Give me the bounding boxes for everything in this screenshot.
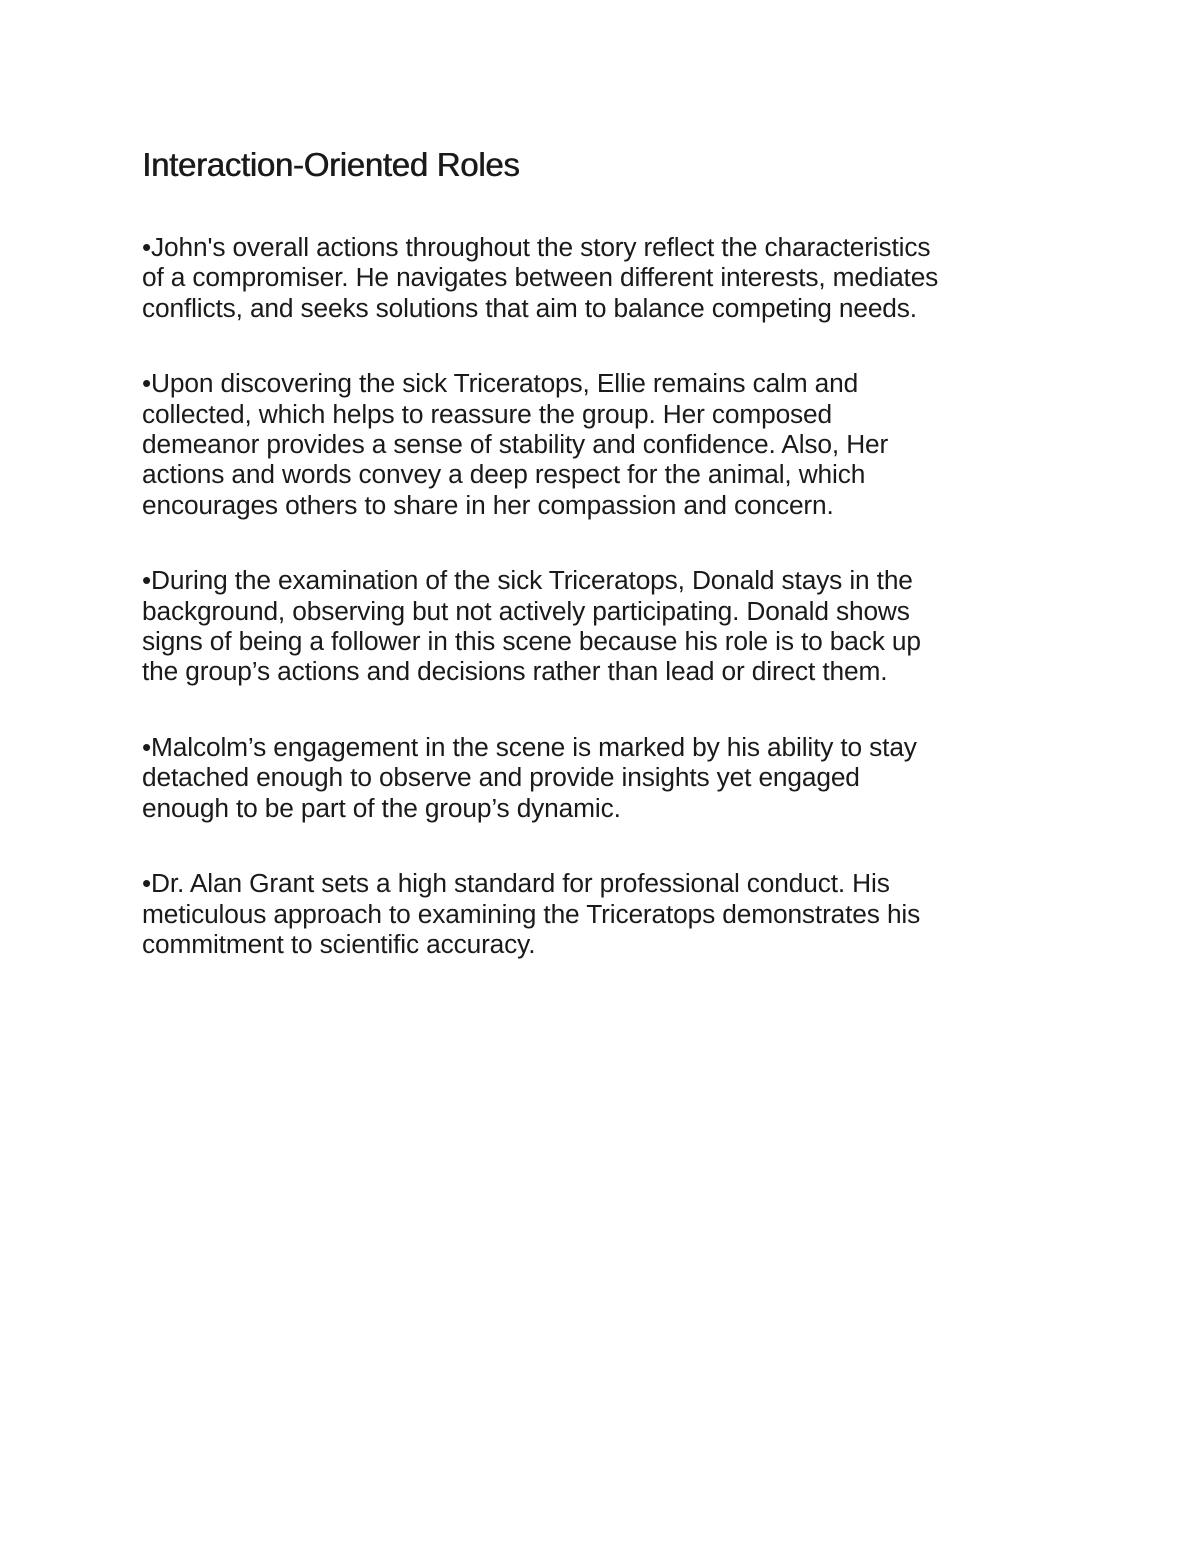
text-line: collected, which helps to reassure the group. Her composed <box>142 398 833 429</box>
bullet-paragraph-malcolm <box>142 732 1062 823</box>
bullet-paragraph-ellie <box>142 368 1062 519</box>
bullet-paragraph-grant <box>142 868 1062 959</box>
page-content <box>142 146 1062 959</box>
text-line: background, observing but not actively participating. Donald shows <box>142 595 910 626</box>
text-line: •Malcolm’s engagement in the scene is marked by his ability to stay <box>142 732 917 763</box>
bullet-paragraph-john <box>142 232 1062 323</box>
text-line: demeanor provides a sense of stability and confidence. Also, Her <box>142 428 889 459</box>
text-line: of a compromiser. He navigates between different interests, mediates <box>142 262 939 293</box>
bullet-paragraph-list <box>142 232 1062 959</box>
text-line: conflicts, and seeks solutions that aim to balance competing needs. <box>142 292 917 323</box>
page-title: Interaction-Oriented Roles <box>142 146 520 183</box>
text-line: •During the examination of the sick Triceratops, Donald stays in the <box>142 565 913 596</box>
bullet-paragraph-donald <box>142 565 1062 686</box>
text-line: enough to be part of the group’s dynamic. <box>142 792 621 823</box>
text-line: signs of being a follower in this scene because his role is to back up <box>142 625 921 656</box>
text-line: the group’s actions and decisions rather than lead or direct them. <box>142 656 888 687</box>
text-line: •Dr. Alan Grant sets a high standard for professional conduct. His <box>142 868 890 899</box>
text-line: meticulous approach to examining the Triceratops demonstrates his <box>142 898 921 929</box>
text-line: actions and words convey a deep respect for the animal, which <box>142 459 866 490</box>
text-line: encourages others to share in her compassion and concern. <box>142 489 834 520</box>
text-line: detached enough to observe and provide insights yet engaged <box>142 762 860 793</box>
text-line: •John's overall actions throughout the story reflect the characteristics <box>142 232 931 262</box>
text-line: •Upon discovering the sick Triceratops, Ellie remains calm and <box>142 368 859 399</box>
text-line: commitment to scientific accuracy. <box>142 929 536 960</box>
